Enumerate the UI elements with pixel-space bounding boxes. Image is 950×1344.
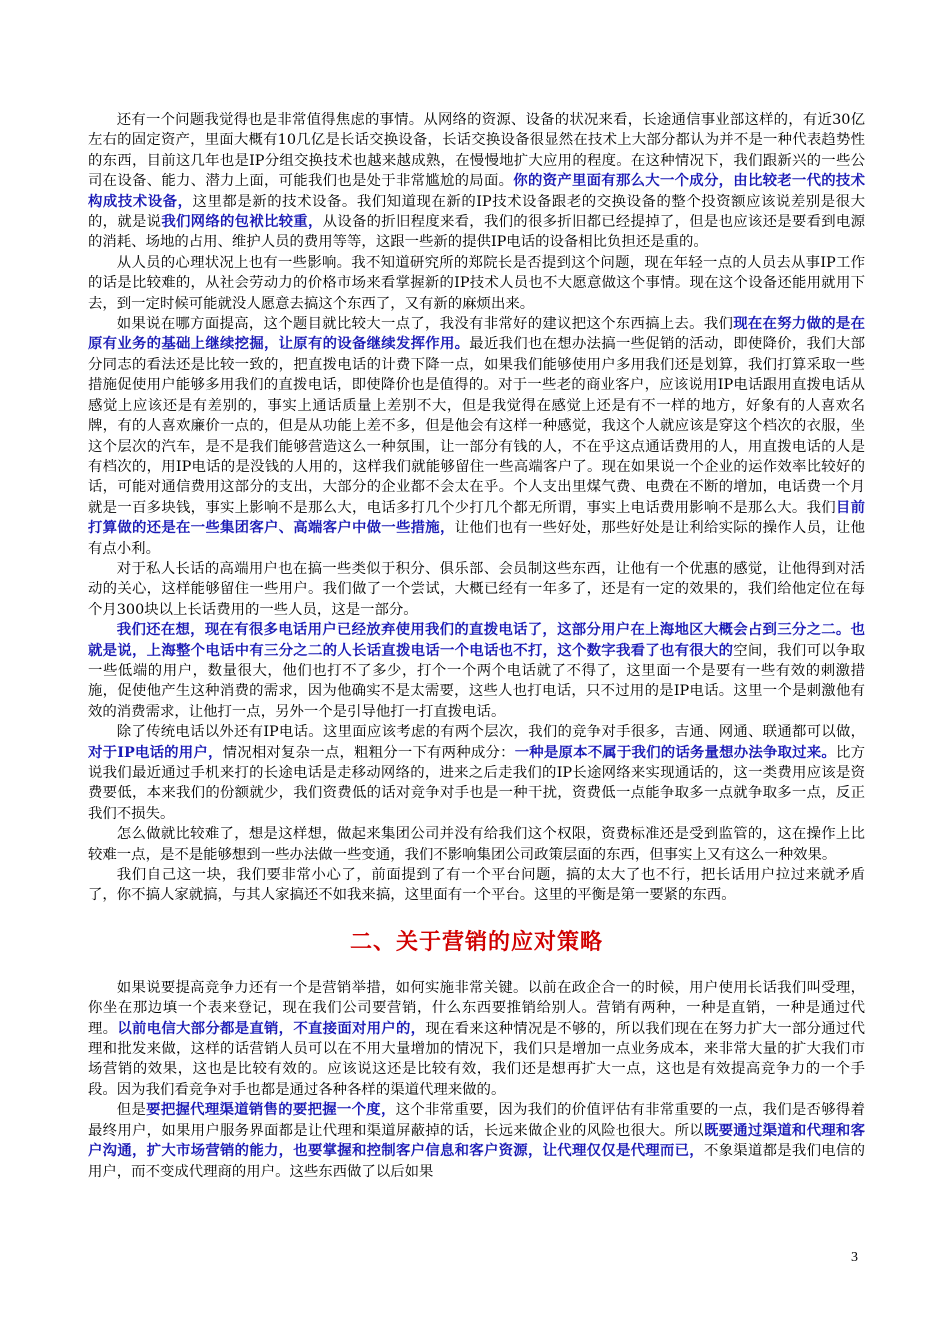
document-body — [88, 110, 865, 1182]
body-text: 从人员的心理状况上也有一些影响。我不知道研究所的郑院长是否提到这个问题，现在年轻一点的人员去从事IP工作的话是比较难的，从社会劳动力的价格市场来看掌握新的IP技术人员也不大愿意做这个事情。现在这个设备还能用就用下去，到一定时候可能就没人愿意去搞这个东西了，又有新的麻烦出来。 — [88, 254, 865, 312]
section-one-paragraphs — [88, 110, 865, 906]
highlighted-text: 既要通过渠道和代理和客户沟通，扩大市场营销的能力，也要掌握和控制客户信息和客户资源，让代理仅仅是代理而已， — [88, 1121, 865, 1160]
paragraph — [88, 824, 865, 865]
body-text: 如果说在哪方面提高，这个题目就比较大一点了，我没有非常好的建议把这个东西搞上去。我们 — [116, 316, 734, 333]
body-text: 让他们也有一些好处，那些好处是让利给实际的操作人员，让他有点小利。 — [88, 520, 865, 557]
highlighted-text: 要把握代理渠道销售的要把握一个度， — [146, 1101, 396, 1119]
body-text: 这里都是新的技术设备。我们知道现在新的IP技术设备跟老的交换设备的整个投资额应该说差别是很大的，就是说 — [88, 193, 865, 231]
highlighted-text: 现在在努力做的是在原有业务的基础上继续挖掘，让原有的设备继续发挥作用。 — [88, 315, 865, 353]
body-text: 从设备的折旧程度来看，我们的很多折旧都已经提掉了，但是也应该还是要看到电源的消耗、场地的占用、维护人员的费用等等，这跟一些新的提供IP电话的设备相比负担还是重的。 — [88, 214, 865, 251]
highlighted-text: 以前电信大部分都是直销，不直接面对用户的， — [117, 1019, 426, 1037]
section-heading: 二、关于营销的应对策略 — [349, 929, 603, 955]
body-text: 最近我们也在想办法搞一些促销的活动，即使降价，我们大部分同志的看法还是比较一致的，把直拨电话的计费下降一点，如果我们能够使用户多用我们还是划算，我们打算采取一些措施促使用户能够多用我们的直拨电话，即使降价也是值得的。对于一些老的商业客户，应该说用IP电话跟用直拨电话从感觉上应该还是有差别的，事实上通话质量上差别不大，但是我觉得在感觉上还是有不一样的地方，好象有的人喜欢名牌，有的人喜欢廉价一点的，但是从功能上差不多，但是他会有这样一种感觉，我这个人就应该是穿这个档次的衣服，坐这个层次的汽车，是不是我们能够营造这么一种氛围，让一部分有钱的人，不在乎这点通话费用的人，用直拨电话的人是有档次的，用IP电话的是没钱的人用的，这样我们就能够留住一些高端客户了。现在如果说一个企业的运作效率比较好的话，可能对通信费用这部分的支出，大部分的企业都不会太在乎。个人支出里煤气费、电费在不断的增加，电话费一个月就是一百多块钱，事实上影响不是那么大，电话多打几个少打几个都无所谓，事实上电话费用影响不是那么大。我们 — [88, 336, 865, 516]
paragraph — [88, 253, 865, 314]
paragraph — [88, 314, 865, 559]
highlighted-text: 你的资产里面有那么大一个成分，由比较老一代的技术构成技术设备， — [88, 172, 865, 210]
highlighted-text: 我们网络的包袱比较重， — [161, 213, 323, 231]
body-text: 怎么做就比较难了，想是这样想，做起来集团公司并没有给我们这个权限，资费标准还是受到监管的，这在操作上比较难一点，是不是能够想到一些办法做一些变通，我们不影响集团公司政策层面的东西，但事实上又有这么一种效果。 — [88, 826, 865, 863]
body-text: 但是 — [116, 1102, 147, 1119]
paragraph — [88, 620, 865, 722]
highlighted-text: 对于IP电话的用户， — [88, 743, 223, 761]
body-text: 空间，我们可以争取一些低端的用户，数量很大，他们也打不了多少，打个一个两个电话就了不得了，这里面一个是要有一些有效的刺激措施，促使他产生这种消费的需求，因为他确实不是太需要，这些人也打电话，只不过用的是IP电话。这里一个是刺激他有效的消费需求，让他打一点，另外一个是引导他打一打直拨电话。 — [88, 642, 865, 720]
body-text: 如果说要提高竞争力还有一个是营销举措，如何实施非常关键。以前在政企合一的时候，用户使用长话我们叫受理，你坐在那边填一个表来登记，现在我们公司要营销，什么东西要推销给别人。营销有两种，一种是直销，一种是通过代理。 — [88, 979, 865, 1037]
body-text: 不象渠道都是我们电信的用户，而不变成代理商的用户。这些东西做了以后如果 — [88, 1143, 865, 1180]
paragraph — [88, 865, 865, 906]
body-text: 我们自己这一块，我们要非常小心了，前面提到了有一个平台问题，搞的太大了也不行，把长话用户拉过来就矛盾了，你不搞人家就搞，与其人家搞还不如我来搞，这里面有一个平台。这里的平衡是第一要紧的东西。 — [88, 867, 865, 904]
paragraph — [88, 1100, 865, 1182]
highlighted-text: 目前打算做的还是在一些集团客户、高端客户中做一些措施， — [88, 498, 865, 537]
body-text: 比方说我们最近通过手机来打的长途电话是走移动网络的，进来之后走我们的IP长途网络来实现通话的，这一类费用应该是资费要低，本来我们的份额就少，我们资费低的话对竞争对手也是一种干扰，资费低一点能争取多一点就争取多一点，反正我们不损失。 — [88, 744, 865, 822]
body-text: 现在看来这种情况是不够的，所以我们现在在努力扩大一部分通过代理和批发来做，这样的话营销人员可以在不用大量增加的情况下，我们只是增加一点业务成本，来非常大量的扩大我们市场营销的效果，这也是比较有效的。应该说这还是比较有效，我们还是想再扩大一点，这也是有效提高竞争力的一个手段。因为我们看竞争对手也都是通过各种各样的渠道代理来做的。 — [88, 1020, 865, 1098]
body-text: 除了传统电话以外还有IP电话。这里面应该考虑的有两个层次，我们的竞争对手很多，吉通、网通、联通都可以做， — [116, 724, 865, 741]
section-two-paragraphs — [88, 978, 865, 1182]
paragraph — [88, 978, 865, 1100]
paragraph — [88, 722, 865, 824]
highlighted-text: 我们还在想，现在有很多电话用户已经放弃使用我们的直拨电话了，这部分用户在上海地区大概会占到三分之二。也就是说，上海整个电话中有三分之二的人长话直拨电话一个电话也不打，这个数字我看了也有很大的 — [88, 621, 865, 659]
highlighted-text: 一种是原本不属于我们的话务量想办法争取过来。 — [514, 743, 836, 761]
page-number: 3 — [851, 1250, 858, 1265]
body-text: 这个非常重要，因为我们的价值评估有非常重要的一点，我们是否够得着最终用户，如果用户服务界面都是让代理和渠道屏蔽掉的话，长远来做企业的风险也很大。所以 — [88, 1102, 865, 1139]
body-text: 对于私人长话的高端用户也在搞一些类似于积分、俱乐部、会员制这些东西，让他有一个优惠的感觉，让他得到对活动的关心，这样能够留住一些用户。我们做了一个尝试，大概已经有一年多了，还是有一定的效果的，我们给他定位在每个月300块以上长话费用的一些人员，这是一部分。 — [88, 560, 865, 618]
body-text: 还有一个问题我觉得也是非常值得焦虑的事情。从网络的资源、设备的状况来看，长途通信事业部这样的，有近30亿左右的固定资产，里面大概有10几亿是长话交换设备，长话交换设备很显然在技术上大部分都认为并不是一种代表趋势性的东西，目前这几年也是IP分组交换技术也越来越成熟，在慢慢地扩大应用的程度。在这种情况下，我们跟新兴的一些公司在设备、能力、潜力上面，可能我们也是处于非常尴尬的局面。 — [88, 112, 865, 190]
paragraph — [88, 110, 865, 253]
paragraph — [88, 559, 865, 620]
body-text: 情况相对复杂一点，粗粗分一下有两种成分： — [222, 744, 515, 761]
